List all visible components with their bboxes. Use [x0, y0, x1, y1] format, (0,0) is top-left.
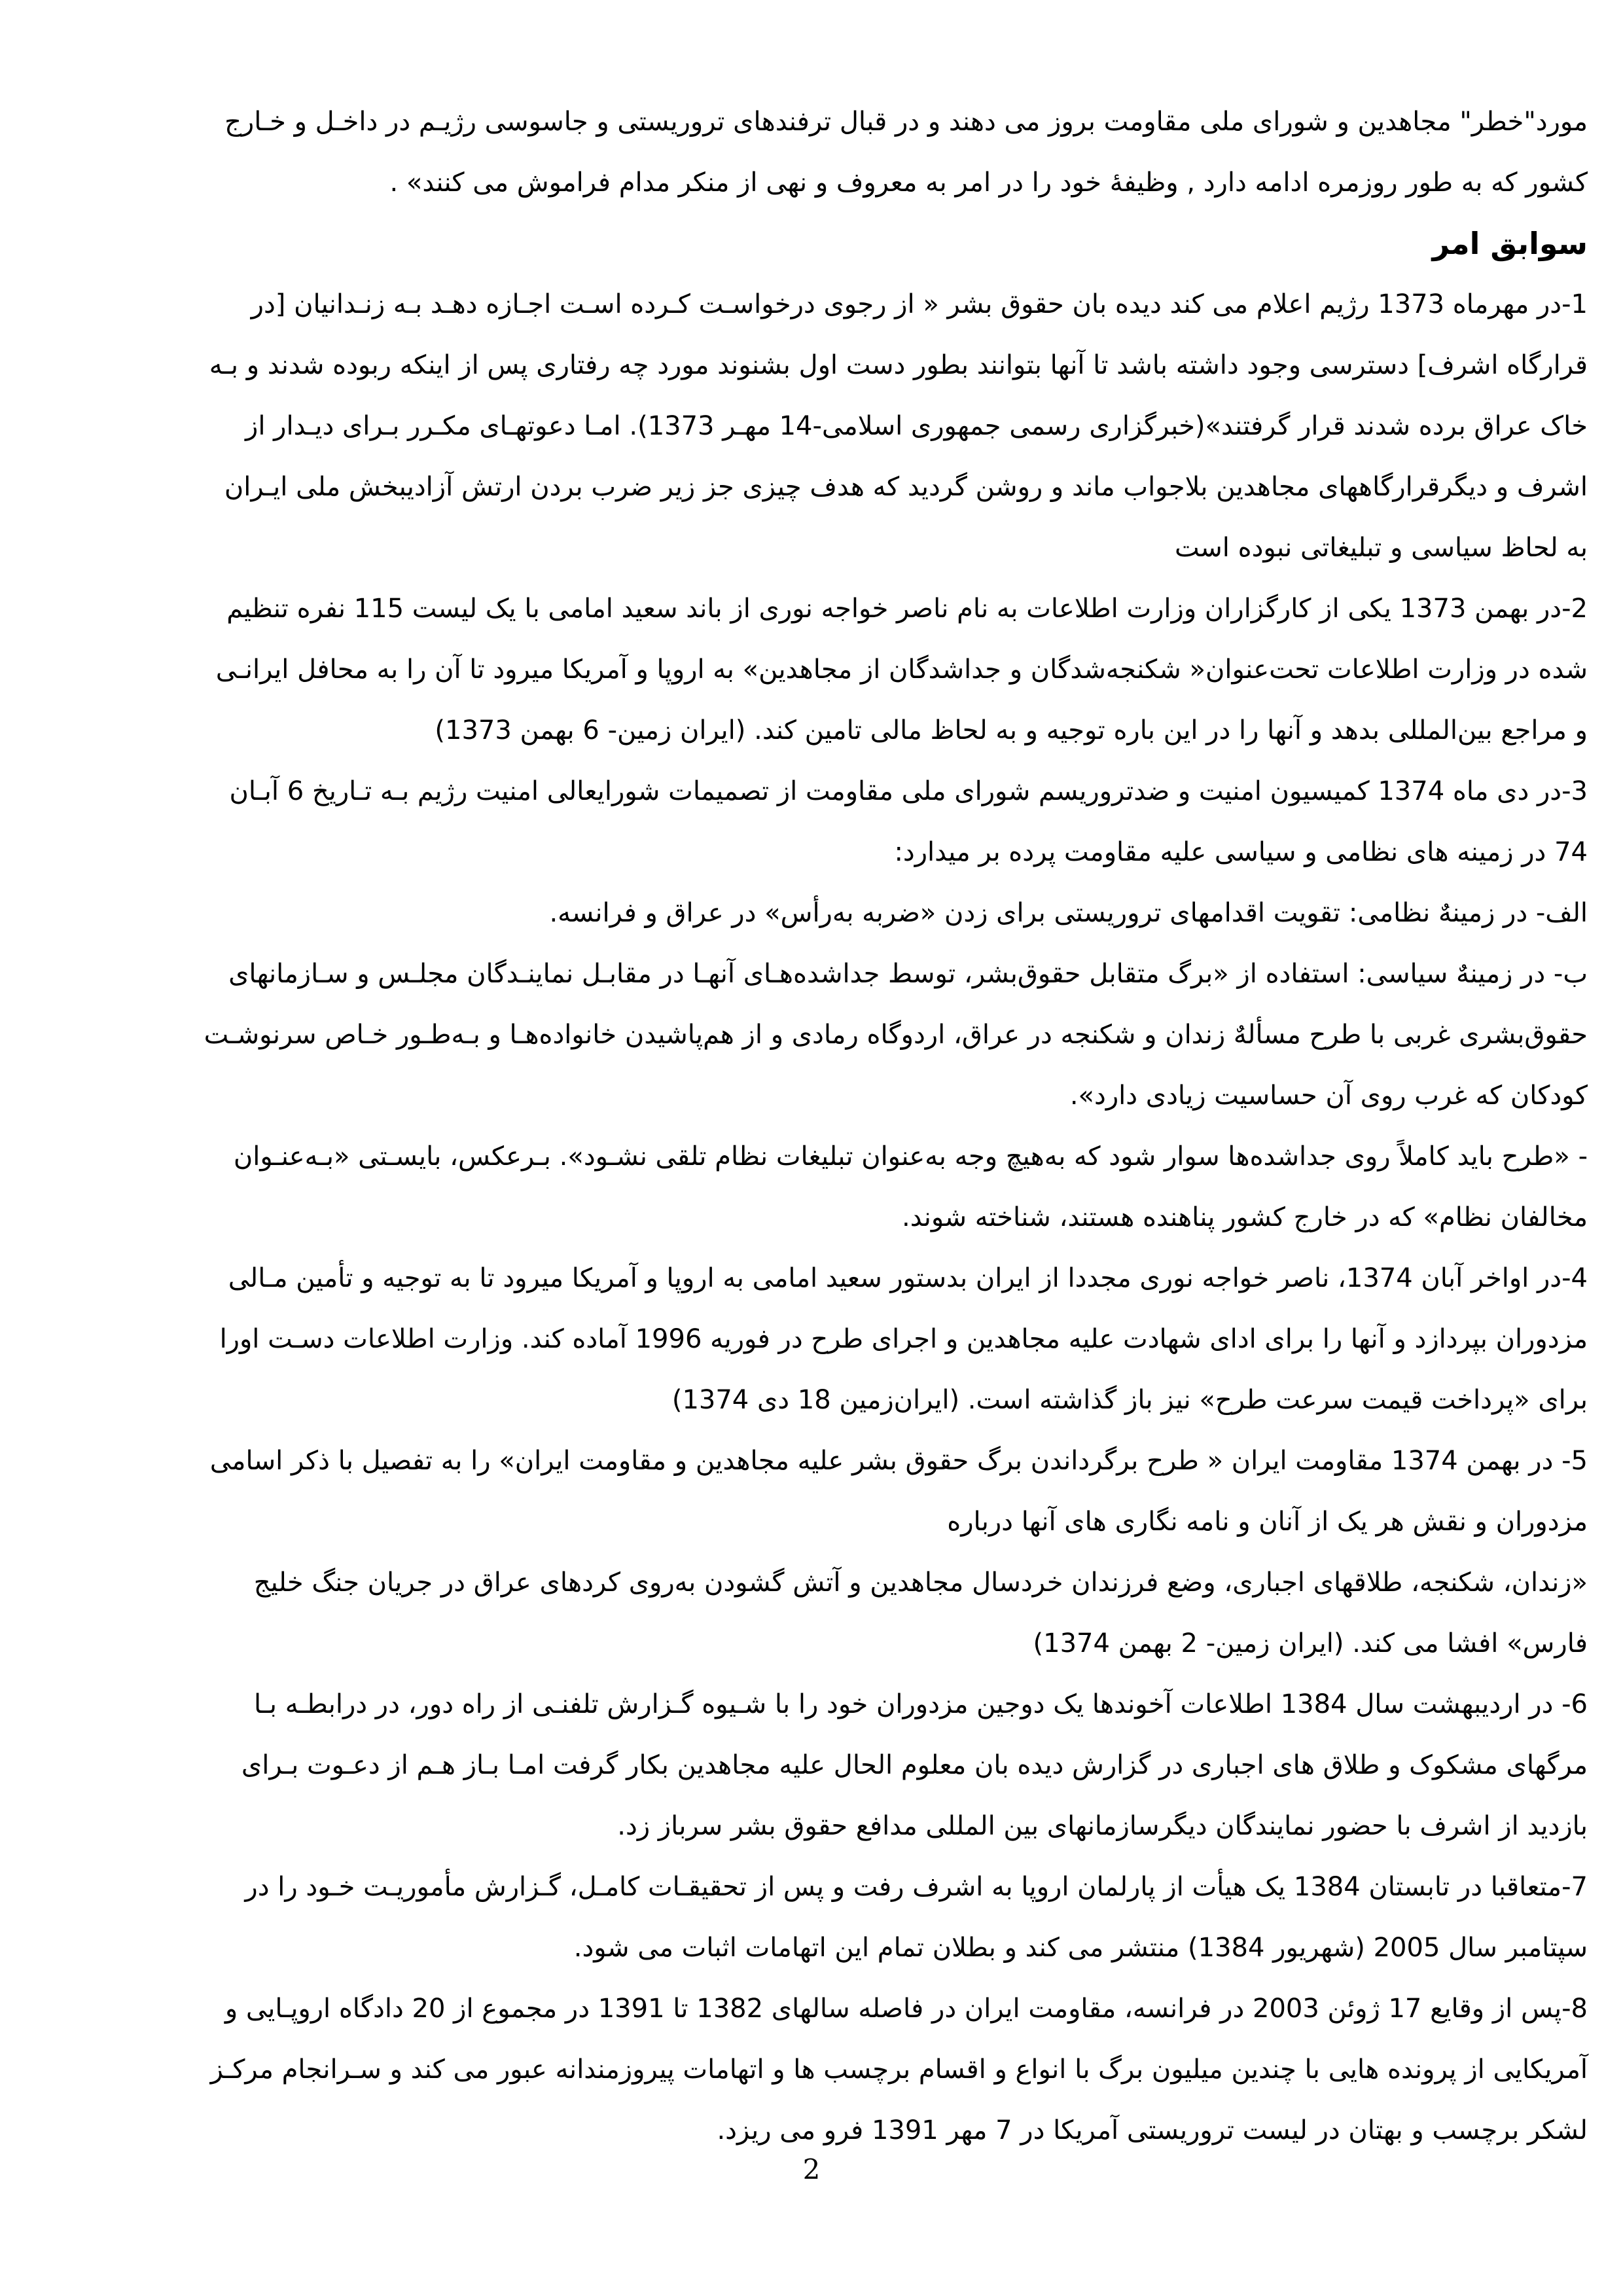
text-line: مخالفان نظام» که در خارج کشور پناهنده هستند، شناخته شوند.: [902, 1202, 1588, 1232]
text-line: آمریکایی از پرونده هایی با چندین میلیون برگ با انواع و اقسام برچسب ها و اتهامات پیروزمندانه عبور می کند و سـرانجام مرکـز: [210, 2054, 1588, 2085]
text-line: - «طرح باید کاملاً روی جداشده‌ها سوار شود که به‌هیچ وجه به‌عنوان تبلیغات نظام تلقی نشـود». بـرعکس، بایسـتی «بـه‌عنـوان: [233, 1141, 1588, 1172]
text-line: 3-در دی ماه 1374 کمیسیون امنیت و ضدتروریسم شورای ملی مقاومت از تصمیمات شورایعالی امنیت رژیم بـه تـاریخ 6 آبـان: [229, 776, 1588, 806]
text-line: خاک عراق برده شدند قرار گرفتند»(خبرگزاری رسمی جمهوری اسلامی-14 مهـر 1373). امـا دعوتهـای مکـرر بـرای دیـدار از: [245, 411, 1588, 441]
text-line: شده در وزارت اطلاعات تحت‌عنوان« شکنجه‌شدگان و جداشدگان از مجاهدین» به اروپا و آمریکا میرود تا آن را به محافل ایرانـی: [215, 655, 1588, 685]
text-line: فارس» افشا می کند. (ایران زمین- 2 بهمن 1374): [1033, 1628, 1588, 1659]
text-line: ب- در زمینهٌ سیاسی: استفاده از «برگ متقابل حقوق‌بشر، توسط جداشده‌هـای آنهـا در مقابـل نماینـدگان مجلـس و سـازمانهای: [228, 959, 1588, 989]
text-line: حقوق‌بشری غربی با طرح مسألهٌ زندان و شکنجه در عراق، اردوگاه رمادی و از هم‌پاشیدن خانواده‌هـا و بـه‌طـور خـاص سرنوشـت: [204, 1020, 1588, 1050]
text-line: 4-در اواخر آبان 1374، ناصر خواجه نوری مجددا از ایران بدستور سعید امامی به اروپا و آمریکا میرود تا به توجیه و تأمین مـالی: [228, 1263, 1588, 1293]
text-line: مزدوران بپردازد و آنها را برای ادای شهادت علیه مجاهدین و اجرای طرح در فوریه 1996 آماده کند. وزارت اطلاعات دسـت اورا: [219, 1324, 1588, 1354]
text-line: اشرف و دیگرقرارگاههای مجاهدین بلاجواب ماند و روشن گردید که هدف چیزی جز زیر ضرب بردن ارتش آزادیبخش ملی ایـران: [224, 472, 1588, 502]
intro-line-1: مورد"خطر" مجاهدین و شورای ملی مقاومت بروز می دهند و در قبال ترفندهای تروریستی و جاسوسی رژیـم در داخـل و خـارج: [224, 107, 1588, 137]
text-line: لشکر برچسب و بهتان در لیست تروریستی آمریکا در 7 مهر 1391 فرو می ریزد.: [717, 2115, 1588, 2145]
text-line: 74 در زمینه های نظامی و سیاسی علیه مقاومت پرده بر میدارد:: [894, 837, 1588, 867]
text-line: و مراجع بین‌المللی بدهد و آنها را در این باره توجیه و به لحاظ مالی تامین کند. (ایران زمین- 6 بهمن 1373): [435, 715, 1588, 745]
text-line: مرگهای مشکوک و طلاق های اجباری در گزارش دیده بان معلوم الحال علیه مجاهدین بکار گرفت امـا بـاز هـم از دعـوت بـرای: [241, 1750, 1588, 1780]
text-line: به لحاظ سیاسی و تبلیغاتی نبوده است: [1174, 533, 1588, 563]
section-heading: سوابق امر: [1432, 226, 1588, 261]
intro-line-2: کشور که به طور روزمره ادامه دارد , وظیفۀ خود را در امر به معروف و نهی از منکر مدام فراموش می کنند» .: [389, 168, 1588, 198]
text-line: «زندان، شکنجه، طلاقهای اجباری، وضع فرزندان خردسال مجاهدین و آتش گشودن به‌روی کردهای عراق در جریان جنگ خلیج: [253, 1568, 1588, 1598]
text-line: قرارگاه اشرف] دسترسی وجود داشته باشد تا آنها بتوانند بطور دست اول بشنوند مورد چه رفتاری پس از اینکه ربوده شدند و بـه: [209, 350, 1588, 380]
document-body: [30, 92, 1588, 2161]
text-line: بازدید از اشرف با حضور نمایندگان دیگرسازمانهای بین المللی مدافع حقوق بشر سرباز زد.: [617, 1811, 1588, 1841]
text-line: کودکان که غرب روی آن حساسیت زیادی دارد».: [1069, 1081, 1588, 1111]
text-line: 1-در مهرماه 1373 رژیم اعلام می کند دیده بان حقوق بشر « از رجوی درخواسـت کـرده اسـت اجـازه دهـد بـه زنـدانیان [در: [251, 289, 1588, 319]
text-line: 7-متعاقبا در تابستان 1384 یک هیأت از پارلمان اروپا به اشرف رفت و پس از تحقیقـات کامـل، گـزارش مأموریـت خـود را در: [245, 1872, 1588, 1902]
text-line: مزدوران و نقش هر یک از آنان و نامه نگاری های آنها درباره: [947, 1507, 1588, 1537]
text-line: برای «پرداخت قیمت سرعت طرح» نیز باز گذاشته است. (ایران‌زمین 18 دی 1374): [671, 1385, 1588, 1415]
text-line: 2-در بهمن 1373 یکی از کارگزاران وزارت اطلاعات به نام ناصر خواجه نوری از باند سعید امامی با یک لیست 115 نفره تنظیم: [226, 594, 1588, 624]
text-line: 6- در اردیبهشت سال 1384 اطلاعات آخوندها یک دوجین مزدوران خود را با شـیوه گـزارش تلفنـی از راه دور، در درابطـه بـا: [253, 1689, 1588, 1719]
text-line: 8-پس از وقایع 17 ژوئن 2003 در فرانسه، مقاومت ایران در فاصله سالهای 1382 تا 1391 در مجموع از 20 دادگاه اروپـایی و: [224, 1994, 1588, 2024]
page-number: 2: [802, 2153, 821, 2185]
text-line: الف- در زمینهٌ نظامی: تقویت اقدامهای تروریستی برای زدن «ضربه به‌رأس» در عراق و فرانسه.: [549, 898, 1588, 928]
text-line: سپتامبر سال 2005 (شهریور 1384) منتشر می کند و بطلان تمام این اتهامات اثبات می شود.: [573, 1933, 1588, 1963]
text-line: 5- در بهمن 1374 مقاومت ایران « طرح برگرداندن برگ حقوق بشر علیه مجاهدین و مقاومت ایران» را به تفصیل با ذکر اسامی: [209, 1446, 1588, 1476]
